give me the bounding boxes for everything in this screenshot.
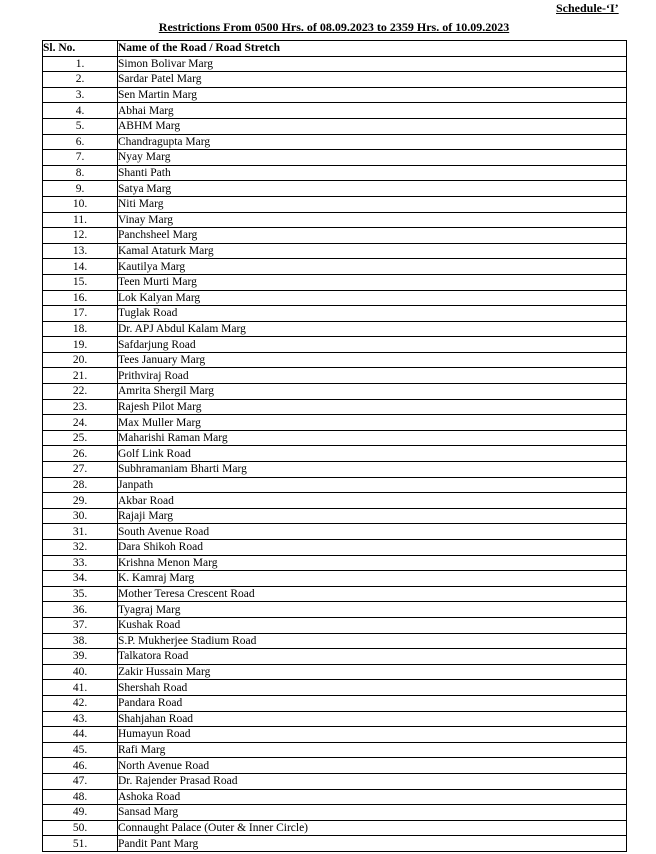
road-name-cell: Connaught Palace (Outer & Inner Circle) <box>118 820 627 836</box>
table-row <box>43 384 627 400</box>
table-row <box>43 228 627 244</box>
road-name-cell: Ashoka Road <box>118 789 627 805</box>
table-row <box>43 664 627 680</box>
serial-number-cell: 13. <box>43 243 118 259</box>
serial-number-cell: 16. <box>43 290 118 306</box>
table-row <box>43 165 627 181</box>
serial-number-cell: 50. <box>43 820 118 836</box>
serial-number-cell: 11. <box>43 212 118 228</box>
serial-number-cell: 3. <box>43 87 118 103</box>
table-row <box>43 462 627 478</box>
road-name-cell: Mother Teresa Crescent Road <box>118 586 627 602</box>
road-name-cell: Dr. Rajender Prasad Road <box>118 773 627 789</box>
serial-number-cell: 5. <box>43 118 118 134</box>
table-row <box>43 773 627 789</box>
serial-number-cell: 24. <box>43 415 118 431</box>
serial-number-header: Sl. No. <box>43 41 118 57</box>
table-row <box>43 571 627 587</box>
road-name-cell: Sen Martin Marg <box>118 87 627 103</box>
table-row <box>43 181 627 197</box>
serial-number-cell: 31. <box>43 524 118 540</box>
road-name-cell: Zakir Hussain Marg <box>118 664 627 680</box>
serial-number-cell: 30. <box>43 508 118 524</box>
serial-number-cell: 40. <box>43 664 118 680</box>
serial-number-cell: 1. <box>43 56 118 72</box>
table-row <box>43 430 627 446</box>
serial-number-cell: 22. <box>43 384 118 400</box>
table-row <box>43 212 627 228</box>
road-name-cell: Abhai Marg <box>118 103 627 119</box>
table-row <box>43 399 627 415</box>
serial-number-cell: 29. <box>43 493 118 509</box>
table-row <box>43 56 627 72</box>
road-name-cell: Talkatora Road <box>118 649 627 665</box>
serial-number-cell: 38. <box>43 633 118 649</box>
table-row <box>43 742 627 758</box>
table-row <box>43 836 627 852</box>
table-row <box>43 150 627 166</box>
table-row <box>43 524 627 540</box>
table-row <box>43 633 627 649</box>
serial-number-cell: 41. <box>43 680 118 696</box>
serial-number-cell: 45. <box>43 742 118 758</box>
serial-number-cell: 18. <box>43 321 118 337</box>
serial-number-cell: 23. <box>43 399 118 415</box>
table-row <box>43 72 627 88</box>
table-row <box>43 695 627 711</box>
table-row <box>43 680 627 696</box>
road-name-cell: Subhramaniam Bharti Marg <box>118 462 627 478</box>
serial-number-cell: 6. <box>43 134 118 150</box>
table-row <box>43 87 627 103</box>
serial-number-cell: 51. <box>43 836 118 852</box>
table-row <box>43 789 627 805</box>
serial-number-cell: 15. <box>43 274 118 290</box>
table-header-row <box>43 41 627 57</box>
serial-number-cell: 4. <box>43 103 118 119</box>
table-row <box>43 758 627 774</box>
table-row <box>43 118 627 134</box>
road-name-cell: Vinay Marg <box>118 212 627 228</box>
serial-number-cell: 9. <box>43 181 118 197</box>
road-name-cell: Safdarjung Road <box>118 337 627 353</box>
road-name-cell: Golf Link Road <box>118 446 627 462</box>
table-row <box>43 274 627 290</box>
serial-number-cell: 7. <box>43 150 118 166</box>
road-name-cell: Rajesh Pilot Marg <box>118 399 627 415</box>
serial-number-cell: 14. <box>43 259 118 275</box>
serial-number-cell: 44. <box>43 727 118 743</box>
road-name-cell: Akbar Road <box>118 493 627 509</box>
serial-number-cell: 33. <box>43 555 118 571</box>
road-name-cell: South Avenue Road <box>118 524 627 540</box>
road-name-cell: Chandragupta Marg <box>118 134 627 150</box>
serial-number-cell: 10. <box>43 196 118 212</box>
serial-number-cell: 32. <box>43 540 118 556</box>
table-row <box>43 477 627 493</box>
serial-number-cell: 37. <box>43 617 118 633</box>
table-row <box>43 649 627 665</box>
road-name-cell: Tyagraj Marg <box>118 602 627 618</box>
serial-number-cell: 48. <box>43 789 118 805</box>
road-name-cell: Kautilya Marg <box>118 259 627 275</box>
road-name-cell: Janpath <box>118 477 627 493</box>
serial-number-cell: 26. <box>43 446 118 462</box>
table-row <box>43 602 627 618</box>
road-name-cell: S.P. Mukherjee Stadium Road <box>118 633 627 649</box>
table-row <box>43 586 627 602</box>
schedule-label: Schedule-‘I’ <box>556 1 619 15</box>
serial-number-cell: 17. <box>43 306 118 322</box>
table-row <box>43 134 627 150</box>
table-row <box>43 196 627 212</box>
serial-number-cell: 19. <box>43 337 118 353</box>
road-name-cell: Dr. APJ Abdul Kalam Marg <box>118 321 627 337</box>
table-row <box>43 446 627 462</box>
road-name-cell: Shahjahan Road <box>118 711 627 727</box>
serial-number-cell: 43. <box>43 711 118 727</box>
road-name-cell: Niti Marg <box>118 196 627 212</box>
road-restrictions-table <box>42 40 627 852</box>
table-row <box>43 352 627 368</box>
road-name-cell: Shershah Road <box>118 680 627 696</box>
table-row <box>43 493 627 509</box>
road-name-cell: Sardar Patel Marg <box>118 72 627 88</box>
table-row <box>43 337 627 353</box>
table-row <box>43 727 627 743</box>
road-name-cell: Kamal Ataturk Marg <box>118 243 627 259</box>
road-name-cell: Tuglak Road <box>118 306 627 322</box>
road-name-cell: Dara Shikoh Road <box>118 540 627 556</box>
table-row <box>43 306 627 322</box>
road-name-cell: Nyay Marg <box>118 150 627 166</box>
road-name-cell: K. Kamraj Marg <box>118 571 627 587</box>
serial-number-cell: 27. <box>43 462 118 478</box>
road-name-cell: Rajaji Marg <box>118 508 627 524</box>
road-name-cell: Tees January Marg <box>118 352 627 368</box>
serial-number-cell: 34. <box>43 571 118 587</box>
serial-number-cell: 35. <box>43 586 118 602</box>
table-row <box>43 290 627 306</box>
road-name-cell: Humayun Road <box>118 727 627 743</box>
serial-number-cell: 42. <box>43 695 118 711</box>
serial-number-cell: 20. <box>43 352 118 368</box>
serial-number-cell: 8. <box>43 165 118 181</box>
road-name-cell: North Avenue Road <box>118 758 627 774</box>
road-name-cell: Simon Bolivar Marg <box>118 56 627 72</box>
road-name-cell: Satya Marg <box>118 181 627 197</box>
road-name-cell: Sansad Marg <box>118 805 627 821</box>
road-name-cell: Teen Murti Marg <box>118 274 627 290</box>
serial-number-cell: 2. <box>43 72 118 88</box>
serial-number-cell: 12. <box>43 228 118 244</box>
table-row <box>43 415 627 431</box>
serial-number-cell: 39. <box>43 649 118 665</box>
road-name-cell: Lok Kalyan Marg <box>118 290 627 306</box>
serial-number-cell: 21. <box>43 368 118 384</box>
road-name-cell: Max Muller Marg <box>118 415 627 431</box>
table-row <box>43 805 627 821</box>
table-row <box>43 617 627 633</box>
serial-number-cell: 28. <box>43 477 118 493</box>
road-name-cell: Prithviraj Road <box>118 368 627 384</box>
table-row <box>43 555 627 571</box>
document-title: Restrictions From 0500 Hrs. of 08.09.2023 to 2359 Hrs. of 10.09.2023 <box>158 20 510 34</box>
serial-number-cell: 46. <box>43 758 118 774</box>
road-name-cell: Rafi Marg <box>118 742 627 758</box>
table-row <box>43 368 627 384</box>
table-row <box>43 321 627 337</box>
road-name-cell: Krishna Menon Marg <box>118 555 627 571</box>
road-name-cell: Maharishi Raman Marg <box>118 430 627 446</box>
road-name-cell: Kushak Road <box>118 617 627 633</box>
road-name-cell: Panchsheel Marg <box>118 228 627 244</box>
table-row <box>43 820 627 836</box>
table-row <box>43 540 627 556</box>
serial-number-cell: 36. <box>43 602 118 618</box>
serial-number-cell: 25. <box>43 430 118 446</box>
road-name-header: Name of the Road / Road Stretch <box>118 41 627 57</box>
table-row <box>43 103 627 119</box>
table-row <box>43 508 627 524</box>
road-name-cell: Pandara Road <box>118 695 627 711</box>
road-name-cell: Pandit Pant Marg <box>118 836 627 852</box>
road-name-cell: Amrita Shergil Marg <box>118 384 627 400</box>
table-row <box>43 259 627 275</box>
road-name-cell: Shanti Path <box>118 165 627 181</box>
serial-number-cell: 47. <box>43 773 118 789</box>
serial-number-cell: 49. <box>43 805 118 821</box>
table-row <box>43 243 627 259</box>
road-name-cell: ABHM Marg <box>118 118 627 134</box>
table-row <box>43 711 627 727</box>
